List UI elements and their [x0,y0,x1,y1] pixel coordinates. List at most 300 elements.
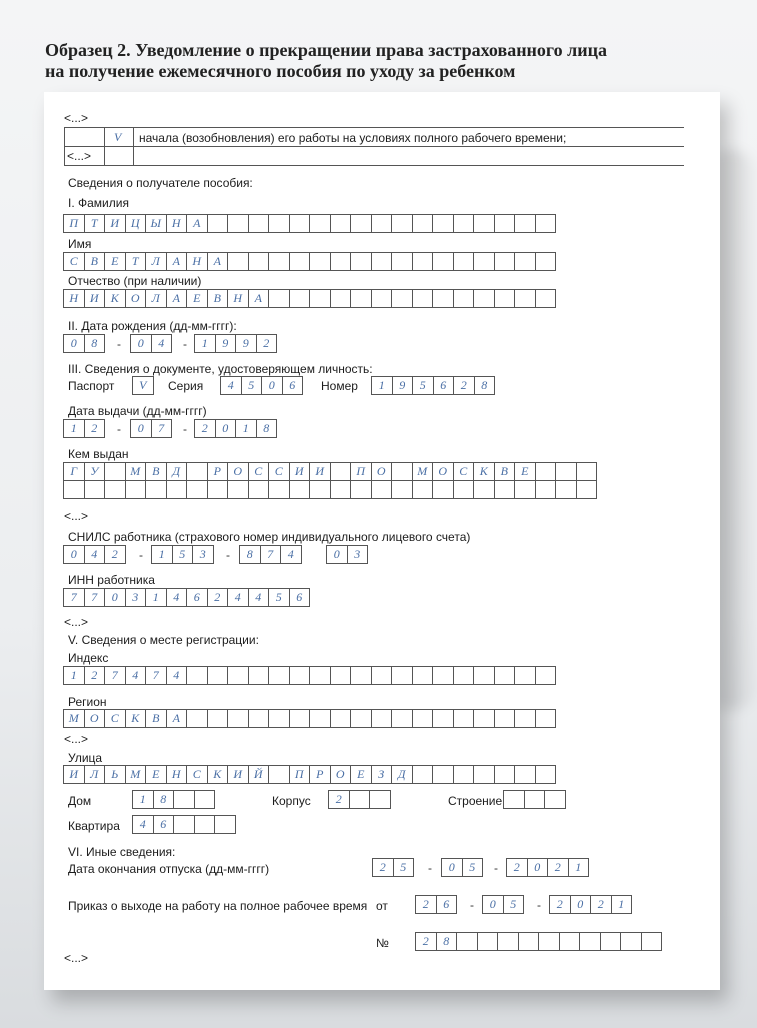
form-cell[interactable]: 5 [503,895,525,914]
form-cell[interactable]: 1 [151,545,173,564]
form-cell[interactable] [503,790,525,809]
form-cell[interactable]: У [84,462,106,481]
form-cell[interactable] [432,289,454,308]
form-cell[interactable]: 4 [151,334,173,353]
form-cell[interactable] [514,214,536,233]
form-cell[interactable] [207,666,229,685]
form-cell[interactable]: 2 [84,666,106,685]
passport-series [220,376,303,395]
form-cell[interactable] [350,480,372,499]
form-cell[interactable]: К [207,765,229,784]
form-cell[interactable]: 1 [235,419,257,438]
form-cell[interactable] [268,289,290,308]
form-cell[interactable] [207,480,229,499]
form-cell[interactable] [535,480,557,499]
form-cell[interactable]: О [84,709,106,728]
form-cell[interactable] [371,252,393,271]
form-cell[interactable] [514,709,536,728]
form-cell[interactable]: 3 [192,545,214,564]
form-cell[interactable] [166,480,188,499]
snils-g2 [151,545,214,564]
form-cell[interactable]: 5 [241,376,263,395]
form-cell[interactable]: 7 [260,545,282,564]
form-cell[interactable] [330,252,352,271]
form-cell[interactable]: 6 [153,815,175,834]
form-cell[interactable] [186,480,208,499]
form-cell[interactable]: 0 [63,334,85,353]
form-cell[interactable] [412,709,434,728]
form-cell[interactable] [391,289,413,308]
form-cell[interactable] [473,252,495,271]
form-cell[interactable]: 5 [462,858,484,877]
form-cell[interactable]: 6 [282,376,304,395]
form-cell[interactable]: 0 [482,895,504,914]
form-cell[interactable]: 0 [441,858,463,877]
form-cell[interactable] [473,214,495,233]
form-cell[interactable] [207,214,229,233]
form-cell[interactable] [535,214,557,233]
form-cell[interactable] [453,709,475,728]
form-cell[interactable]: В [207,289,229,308]
form-cell[interactable] [576,462,598,481]
form-cell[interactable] [84,480,106,499]
form-cell[interactable]: 0 [104,588,126,607]
form-cell[interactable]: 4 [220,376,242,395]
form-cell[interactable] [412,289,434,308]
form-cell[interactable]: А [166,252,188,271]
form-cell[interactable]: А [186,214,208,233]
form-cell[interactable]: О [227,462,249,481]
form-cell[interactable]: 6 [433,376,455,395]
form-cell[interactable] [369,790,391,809]
form-cell[interactable]: Г [63,462,85,481]
doc-header: III. Сведения о документе, удостоверяющем личность: [68,362,373,376]
form-cell[interactable] [207,709,229,728]
form-cell[interactable]: 7 [84,588,106,607]
form-cell[interactable]: С [248,462,270,481]
form-cell[interactable]: К [473,462,495,481]
form-cell[interactable] [544,790,566,809]
date-separator: - [537,898,541,912]
form-cell[interactable]: Е [514,462,536,481]
form-cell[interactable] [412,480,434,499]
form-cell[interactable]: О [330,765,352,784]
form-cell[interactable] [104,462,126,481]
form-cell[interactable]: Е [350,765,372,784]
form-cell[interactable]: С [268,462,290,481]
form-cell[interactable] [555,462,577,481]
form-cell[interactable]: 2 [549,895,571,914]
form-cell[interactable]: Л [145,252,167,271]
form-cell[interactable] [227,666,249,685]
form-cell[interactable]: 8 [474,376,496,395]
form-cell[interactable]: 7 [63,588,85,607]
form-cell[interactable] [494,289,516,308]
form-cell[interactable]: Д [166,462,188,481]
form-cell[interactable] [494,480,516,499]
form-cell[interactable] [514,480,536,499]
form-cell[interactable]: Ы [145,214,167,233]
form-cell[interactable]: 7 [151,419,173,438]
form-cell[interactable] [330,289,352,308]
form-cell[interactable] [473,709,495,728]
form-cell[interactable] [227,480,249,499]
form-cell[interactable]: 8 [436,932,458,951]
form-cell[interactable]: Л [84,765,106,784]
form-cell[interactable]: Д [391,765,413,784]
form-cell[interactable]: А [248,289,270,308]
form-cell[interactable] [456,932,478,951]
form-cell[interactable]: 8 [256,419,278,438]
form-cell[interactable]: 2 [328,790,350,809]
form-cell[interactable] [186,462,208,481]
form-cell[interactable]: С [186,765,208,784]
form-cell[interactable]: 1 [371,376,393,395]
form-cell[interactable]: Р [309,765,331,784]
form-cell[interactable] [371,480,393,499]
form-cell[interactable]: 4 [166,588,188,607]
form-cell[interactable] [309,709,331,728]
form-cell[interactable] [453,252,475,271]
form-cell[interactable]: И [63,765,85,784]
form-cell[interactable]: 0 [326,545,348,564]
form-cell[interactable] [309,666,331,685]
form-cell[interactable]: О [125,289,147,308]
form-cell[interactable]: 7 [104,666,126,685]
form-cell[interactable]: О [371,462,393,481]
form-cell[interactable] [473,666,495,685]
form-cell[interactable]: П [289,765,311,784]
form-cell[interactable]: 2 [453,376,475,395]
form-cell[interactable] [289,709,311,728]
form-cell[interactable] [579,932,601,951]
form-cell[interactable]: 2 [256,334,278,353]
form-cell[interactable]: К [125,709,147,728]
form-cell[interactable] [391,252,413,271]
form-cell[interactable]: Н [63,289,85,308]
form-cell[interactable]: 0 [261,376,283,395]
form-cell[interactable] [514,666,536,685]
form-cell[interactable] [350,289,372,308]
form-cell[interactable]: Н [166,765,188,784]
form-cell[interactable]: А [166,289,188,308]
form-cell[interactable] [473,765,495,784]
form-cell[interactable]: И [84,289,106,308]
date-separator: - [117,337,121,351]
form-cell[interactable]: 8 [84,334,106,353]
form-cell[interactable] [330,214,352,233]
form-cell[interactable] [289,252,311,271]
form-cell[interactable]: 3 [125,588,147,607]
flat-cells [132,815,236,834]
form-cell[interactable]: 2 [506,858,528,877]
form-cell[interactable] [497,932,519,951]
form-cell[interactable]: В [84,252,106,271]
form-cell[interactable]: С [104,709,126,728]
order-num-label: № [376,936,389,950]
form-cell[interactable]: Ь [104,765,126,784]
form-cell[interactable] [125,480,147,499]
form-cell[interactable] [173,815,195,834]
form-cell[interactable]: 1 [194,334,216,353]
form-cell[interactable] [145,480,167,499]
form-cell[interactable] [350,666,372,685]
form-cell[interactable] [268,252,290,271]
form-cell[interactable] [289,480,311,499]
form-cell[interactable] [453,289,475,308]
form-cell[interactable] [535,462,557,481]
form-cell[interactable] [268,709,290,728]
form-cell[interactable]: И [289,462,311,481]
form-cell[interactable] [194,790,216,809]
form-cell[interactable]: З [371,765,393,784]
form-cell[interactable] [576,480,598,499]
form-cell[interactable]: 9 [392,376,414,395]
form-cell[interactable]: В [494,462,516,481]
form-cell[interactable]: Й [248,765,270,784]
form-cell[interactable] [641,932,663,951]
form-cell[interactable]: Е [145,765,167,784]
form-cell[interactable] [559,932,581,951]
form-cell[interactable] [432,252,454,271]
form-cell[interactable] [186,666,208,685]
form-cell[interactable]: 8 [239,545,261,564]
form-cell[interactable]: И [309,462,331,481]
form-cell[interactable]: 9 [215,334,237,353]
form-cell[interactable] [391,480,413,499]
form-cell[interactable]: 2 [415,895,437,914]
form-cell[interactable] [214,815,236,834]
form-cell[interactable] [514,765,536,784]
form-cell[interactable] [494,214,516,233]
form-cell[interactable]: 4 [132,815,154,834]
form-cell[interactable]: О [432,462,454,481]
form-cell[interactable]: М [412,462,434,481]
form-cell[interactable] [104,480,126,499]
form-cell[interactable]: С [453,462,475,481]
form-cell[interactable] [473,480,495,499]
form-cell[interactable] [391,462,413,481]
form-cell[interactable] [432,709,454,728]
form-cell[interactable]: 4 [125,666,147,685]
form-cell[interactable]: 2 [194,419,216,438]
form-cell[interactable] [330,666,352,685]
form-cell[interactable]: 5 [268,588,290,607]
form-cell[interactable] [330,462,352,481]
form-cell[interactable]: М [63,709,85,728]
order-label: Приказ о выходе на работу на полное рабочее время [68,899,368,913]
form-cell[interactable]: Н [186,252,208,271]
form-cell[interactable]: Р [207,462,229,481]
form-cell[interactable]: 2 [207,588,229,607]
form-cell[interactable]: 0 [63,545,85,564]
form-cell[interactable]: 5 [393,858,415,877]
form-cell[interactable] [248,252,270,271]
form-cell[interactable]: С [63,252,85,271]
form-cell[interactable] [535,765,557,784]
form-cell[interactable] [194,815,216,834]
form-cell[interactable]: Ц [125,214,147,233]
form-cell[interactable] [289,289,311,308]
form-cell[interactable] [350,252,372,271]
form-cell[interactable]: 8 [153,790,175,809]
form-cell[interactable] [412,666,434,685]
form-cell[interactable] [412,252,434,271]
form-cell[interactable]: 2 [415,932,437,951]
form-cell[interactable] [227,214,249,233]
form-cell[interactable]: 2 [104,545,126,564]
form-cell[interactable]: 6 [186,588,208,607]
form-cell[interactable]: 2 [590,895,612,914]
form-cell[interactable]: Е [186,289,208,308]
form-cell[interactable]: Н [227,289,249,308]
form-cell[interactable]: 1 [132,790,154,809]
form-cell[interactable]: 4 [227,588,249,607]
form-cell[interactable] [432,666,454,685]
form-cell[interactable] [227,709,249,728]
form-cell[interactable] [371,666,393,685]
form-cell[interactable] [432,214,454,233]
form-cell[interactable] [309,480,331,499]
form-cell[interactable] [535,289,557,308]
form-cell[interactable] [391,709,413,728]
form-cell[interactable]: В [145,462,167,481]
form-cell[interactable] [535,709,557,728]
form-cell[interactable]: М [125,462,147,481]
form-cell[interactable] [477,932,499,951]
form-cell[interactable] [453,214,475,233]
form-cell[interactable]: 6 [436,895,458,914]
form-cell[interactable] [248,214,270,233]
form-cell[interactable]: 0 [130,334,152,353]
form-cell[interactable]: 1 [611,895,633,914]
form-cell[interactable]: В [145,709,167,728]
form-cell[interactable]: 1 [63,419,85,438]
form-cell[interactable] [535,666,557,685]
form-cell[interactable] [248,666,270,685]
form-cell[interactable] [289,666,311,685]
form-cell[interactable]: А [207,252,229,271]
leave-end-day [372,858,414,877]
form-cell[interactable]: П [350,462,372,481]
form-cell[interactable] [248,480,270,499]
form-cell[interactable]: И [227,765,249,784]
form-cell[interactable] [453,480,475,499]
form-cell[interactable] [309,214,331,233]
form-cell[interactable]: Е [104,252,126,271]
form-cell[interactable] [371,709,393,728]
form-cell[interactable]: 1 [63,666,85,685]
form-cell[interactable] [309,289,331,308]
form-cell[interactable]: 2 [372,858,394,877]
form-cell[interactable]: Л [145,289,167,308]
form-cell[interactable]: 2 [547,858,569,877]
form-cell[interactable] [453,666,475,685]
form-cell[interactable] [173,790,195,809]
form-cell[interactable] [391,666,413,685]
form-cell[interactable]: 1 [145,588,167,607]
inn-cells [63,588,310,607]
form-cell[interactable]: 1 [568,858,590,877]
form-cell[interactable] [350,214,372,233]
form-cell[interactable] [289,214,311,233]
form-cell[interactable] [432,765,454,784]
form-cell[interactable]: К [104,289,126,308]
form-cell[interactable]: 4 [166,666,188,685]
form-cell[interactable]: 9 [235,334,257,353]
form-cell[interactable] [535,252,557,271]
form-cell[interactable] [412,214,434,233]
form-cell[interactable] [453,765,475,784]
form-cell[interactable] [309,252,331,271]
form-cell[interactable]: А [166,709,188,728]
form-cell[interactable]: 2 [84,419,106,438]
form-cell[interactable]: 0 [570,895,592,914]
form-cell[interactable] [494,709,516,728]
form-cell[interactable]: П [63,214,85,233]
form-cell[interactable] [186,709,208,728]
form-cell[interactable] [371,289,393,308]
form-cell[interactable] [600,932,622,951]
form-cell[interactable] [620,932,642,951]
form-cell[interactable] [330,709,352,728]
form-cell[interactable]: 0 [215,419,237,438]
form-cell[interactable] [524,790,546,809]
form-cell[interactable] [268,666,290,685]
form-cell[interactable] [350,709,372,728]
form-cell[interactable]: 0 [527,858,549,877]
form-cell[interactable]: 4 [84,545,106,564]
form-cell[interactable] [494,252,516,271]
form-cell[interactable]: 0 [130,419,152,438]
form-cell[interactable] [391,214,413,233]
form-cell[interactable] [63,480,85,499]
form-cell[interactable] [518,932,540,951]
form-cell[interactable] [514,289,536,308]
form-cell[interactable] [371,214,393,233]
form-cell[interactable]: Т [125,252,147,271]
form-cell[interactable] [268,765,290,784]
form-cell[interactable]: 4 [280,545,302,564]
form-cell[interactable]: 3 [347,545,369,564]
form-cell[interactable]: 5 [412,376,434,395]
form-cell[interactable]: 5 [172,545,194,564]
form-cell[interactable]: И [104,214,126,233]
form-cell[interactable] [555,480,577,499]
form-cell[interactable]: Н [166,214,188,233]
form-cell[interactable] [432,480,454,499]
form-cell[interactable] [268,480,290,499]
form-cell[interactable] [248,709,270,728]
form-cell[interactable] [494,666,516,685]
form-cell[interactable] [349,790,371,809]
form-cell[interactable] [538,932,560,951]
form-cell[interactable] [514,252,536,271]
form-cell[interactable]: 7 [145,666,167,685]
form-cell[interactable] [268,214,290,233]
status-text: начала (возобновления) его работы на условиях полного рабочего времени; [139,131,567,145]
form-cell[interactable] [494,765,516,784]
form-cell[interactable] [412,765,434,784]
form-cell[interactable] [473,289,495,308]
form-cell[interactable]: М [125,765,147,784]
form-cell[interactable] [227,252,249,271]
form-cell[interactable] [330,480,352,499]
form-cell[interactable]: V [132,376,154,395]
form-cell[interactable]: Т [84,214,106,233]
form-cell[interactable]: 6 [289,588,311,607]
form-cell[interactable]: 4 [248,588,270,607]
